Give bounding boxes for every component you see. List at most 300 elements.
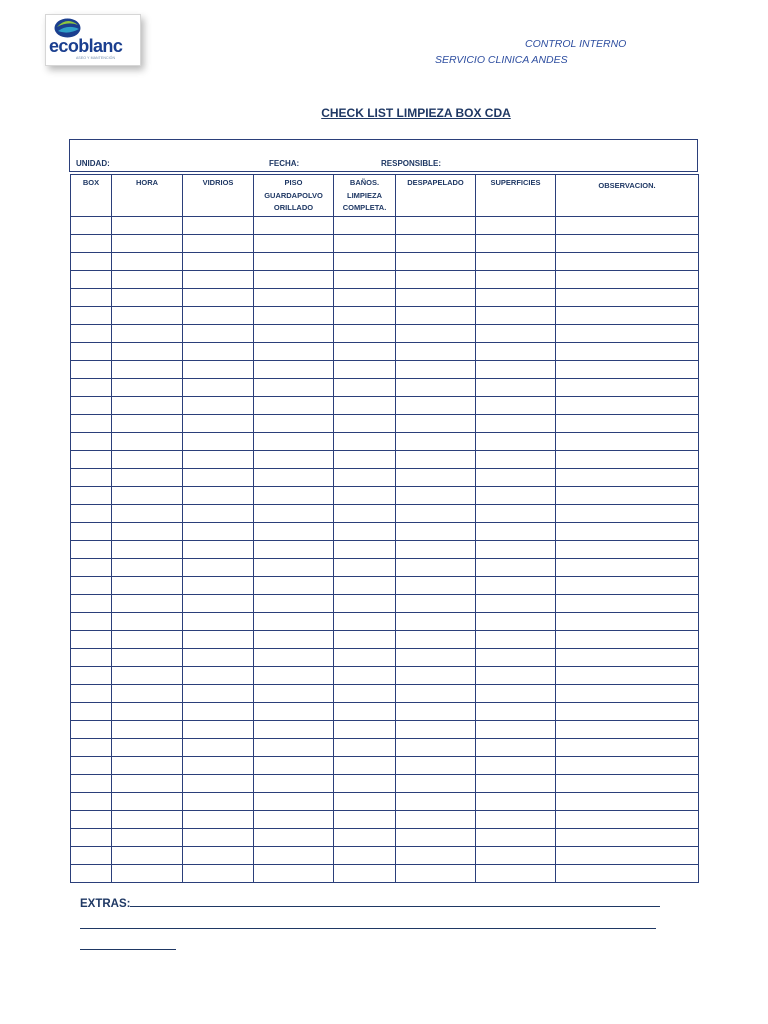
table-cell[interactable]	[476, 811, 556, 829]
table-cell[interactable]	[334, 451, 396, 469]
table-cell[interactable]	[183, 721, 254, 739]
table-cell[interactable]	[556, 361, 699, 379]
table-cell[interactable]	[254, 433, 334, 451]
table-cell[interactable]	[71, 379, 112, 397]
table-cell[interactable]	[112, 343, 183, 361]
table-cell[interactable]	[334, 487, 396, 505]
table-cell[interactable]	[112, 397, 183, 415]
table-cell[interactable]	[71, 487, 112, 505]
table-cell[interactable]	[396, 739, 476, 757]
table-cell[interactable]	[334, 325, 396, 343]
table-cell[interactable]	[396, 343, 476, 361]
table-cell[interactable]	[112, 289, 183, 307]
table-cell[interactable]	[556, 415, 699, 433]
table-cell[interactable]	[112, 775, 183, 793]
table-cell[interactable]	[476, 829, 556, 847]
table-cell[interactable]	[254, 631, 334, 649]
table-cell[interactable]	[476, 235, 556, 253]
table-cell[interactable]	[71, 667, 112, 685]
table-cell[interactable]	[556, 577, 699, 595]
table-cell[interactable]	[334, 793, 396, 811]
table-cell[interactable]	[183, 361, 254, 379]
table-cell[interactable]	[476, 739, 556, 757]
table-cell[interactable]	[71, 559, 112, 577]
table-cell[interactable]	[254, 307, 334, 325]
table-cell[interactable]	[254, 343, 334, 361]
table-cell[interactable]	[334, 271, 396, 289]
table-cell[interactable]	[71, 415, 112, 433]
table-cell[interactable]	[112, 865, 183, 883]
table-cell[interactable]	[476, 361, 556, 379]
table-cell[interactable]	[71, 271, 112, 289]
table-cell[interactable]	[254, 865, 334, 883]
table-cell[interactable]	[183, 433, 254, 451]
table-row	[71, 505, 699, 523]
table-cell[interactable]	[334, 343, 396, 361]
table-cell[interactable]	[334, 757, 396, 775]
table-cell[interactable]	[254, 217, 334, 235]
table-cell[interactable]	[556, 217, 699, 235]
table-cell[interactable]	[396, 577, 476, 595]
table-cell[interactable]	[476, 523, 556, 541]
table-cell[interactable]	[334, 469, 396, 487]
table-cell[interactable]	[183, 757, 254, 775]
table-cell[interactable]	[112, 217, 183, 235]
table-cell[interactable]	[112, 379, 183, 397]
table-cell[interactable]	[112, 739, 183, 757]
table-cell[interactable]	[183, 343, 254, 361]
table-cell[interactable]	[556, 307, 699, 325]
table-cell[interactable]	[112, 523, 183, 541]
table-cell[interactable]	[112, 757, 183, 775]
table-cell[interactable]	[254, 559, 334, 577]
table-cell[interactable]	[334, 217, 396, 235]
table-cell[interactable]	[71, 433, 112, 451]
table-cell[interactable]	[112, 451, 183, 469]
table-cell[interactable]	[183, 469, 254, 487]
table-cell[interactable]	[396, 811, 476, 829]
table-cell[interactable]	[183, 829, 254, 847]
table-cell[interactable]	[396, 685, 476, 703]
table-cell[interactable]	[183, 325, 254, 343]
table-cell[interactable]	[396, 595, 476, 613]
table-cell[interactable]	[476, 505, 556, 523]
table-cell[interactable]	[254, 415, 334, 433]
table-cell[interactable]	[396, 865, 476, 883]
table-cell[interactable]	[556, 613, 699, 631]
table-cell[interactable]	[71, 721, 112, 739]
table-cell[interactable]	[183, 379, 254, 397]
table-cell[interactable]	[254, 577, 334, 595]
table-cell[interactable]	[334, 703, 396, 721]
table-cell[interactable]	[396, 379, 476, 397]
table-cell[interactable]	[183, 289, 254, 307]
table-cell[interactable]	[183, 505, 254, 523]
table-cell[interactable]	[334, 847, 396, 865]
table-cell[interactable]	[254, 703, 334, 721]
table-cell[interactable]	[556, 847, 699, 865]
table-cell[interactable]	[112, 649, 183, 667]
table-cell[interactable]	[71, 217, 112, 235]
table-cell[interactable]	[71, 793, 112, 811]
table-cell[interactable]	[556, 289, 699, 307]
table-cell[interactable]	[396, 829, 476, 847]
table-cell[interactable]	[112, 361, 183, 379]
table-cell[interactable]	[71, 343, 112, 361]
table-cell[interactable]	[396, 469, 476, 487]
table-cell[interactable]	[112, 307, 183, 325]
table-cell[interactable]	[254, 487, 334, 505]
table-cell[interactable]	[112, 847, 183, 865]
table-cell[interactable]	[254, 667, 334, 685]
table-cell[interactable]	[396, 523, 476, 541]
table-cell[interactable]	[556, 739, 699, 757]
table-cell[interactable]	[556, 271, 699, 289]
table-cell[interactable]	[254, 505, 334, 523]
table-cell[interactable]	[183, 271, 254, 289]
table-cell[interactable]	[396, 505, 476, 523]
table-cell[interactable]	[254, 271, 334, 289]
table-cell[interactable]	[334, 307, 396, 325]
table-cell[interactable]	[112, 667, 183, 685]
table-cell[interactable]	[396, 541, 476, 559]
table-cell[interactable]	[254, 451, 334, 469]
table-cell[interactable]	[476, 379, 556, 397]
table-cell[interactable]	[556, 631, 699, 649]
table-cell[interactable]	[254, 469, 334, 487]
table-cell[interactable]	[556, 451, 699, 469]
table-cell[interactable]	[556, 397, 699, 415]
table-cell[interactable]	[71, 829, 112, 847]
table-cell[interactable]	[396, 307, 476, 325]
table-cell[interactable]	[71, 595, 112, 613]
table-cell[interactable]	[71, 289, 112, 307]
table-cell[interactable]	[476, 343, 556, 361]
table-cell[interactable]	[183, 451, 254, 469]
table-cell[interactable]	[334, 595, 396, 613]
table-cell[interactable]	[396, 757, 476, 775]
table-cell[interactable]	[556, 469, 699, 487]
table-cell[interactable]	[71, 541, 112, 559]
table-cell[interactable]	[556, 721, 699, 739]
table-cell[interactable]	[556, 793, 699, 811]
table-cell[interactable]	[396, 775, 476, 793]
table-cell[interactable]	[476, 577, 556, 595]
table-cell[interactable]	[71, 235, 112, 253]
table-cell[interactable]	[396, 631, 476, 649]
table-cell[interactable]	[254, 361, 334, 379]
table-cell[interactable]	[71, 613, 112, 631]
table-cell[interactable]	[476, 649, 556, 667]
table-cell[interactable]	[112, 703, 183, 721]
table-cell[interactable]	[183, 667, 254, 685]
table-cell[interactable]	[556, 811, 699, 829]
table-cell[interactable]	[183, 631, 254, 649]
table-cell[interactable]	[254, 721, 334, 739]
table-cell[interactable]	[396, 487, 476, 505]
table-cell[interactable]	[71, 523, 112, 541]
table-cell[interactable]	[254, 541, 334, 559]
table-cell[interactable]	[334, 829, 396, 847]
table-cell[interactable]	[476, 271, 556, 289]
table-cell[interactable]	[476, 253, 556, 271]
table-cell[interactable]	[334, 505, 396, 523]
table-cell[interactable]	[254, 829, 334, 847]
table-cell[interactable]	[396, 271, 476, 289]
table-cell[interactable]	[254, 325, 334, 343]
extras-underline-3[interactable]	[80, 939, 176, 950]
table-cell[interactable]	[254, 397, 334, 415]
table-cell[interactable]	[183, 793, 254, 811]
table-cell[interactable]	[112, 271, 183, 289]
table-cell[interactable]	[396, 217, 476, 235]
table-cell[interactable]	[112, 685, 183, 703]
table-cell[interactable]	[183, 397, 254, 415]
table-cell[interactable]	[112, 541, 183, 559]
table-cell[interactable]	[183, 703, 254, 721]
table-cell[interactable]	[396, 847, 476, 865]
table-cell[interactable]	[254, 595, 334, 613]
table-cell[interactable]	[556, 757, 699, 775]
table-cell[interactable]	[476, 667, 556, 685]
table-cell[interactable]	[556, 541, 699, 559]
table-cell[interactable]	[334, 739, 396, 757]
table-cell[interactable]	[183, 739, 254, 757]
table-cell[interactable]	[476, 559, 556, 577]
table-cell[interactable]	[476, 595, 556, 613]
table-cell[interactable]	[112, 721, 183, 739]
table-cell[interactable]	[476, 685, 556, 703]
table-cell[interactable]	[476, 397, 556, 415]
table-cell[interactable]	[334, 649, 396, 667]
table-cell[interactable]	[334, 775, 396, 793]
table-cell[interactable]	[183, 613, 254, 631]
table-cell[interactable]	[396, 397, 476, 415]
table-cell[interactable]	[254, 613, 334, 631]
table-cell[interactable]	[112, 631, 183, 649]
table-cell[interactable]	[112, 613, 183, 631]
table-cell[interactable]	[183, 649, 254, 667]
table-cell[interactable]	[476, 721, 556, 739]
table-cell[interactable]	[334, 433, 396, 451]
extras-underline-2[interactable]	[80, 918, 656, 929]
table-cell[interactable]	[254, 793, 334, 811]
table-cell[interactable]	[71, 325, 112, 343]
table-cell[interactable]	[71, 739, 112, 757]
table-cell[interactable]	[71, 397, 112, 415]
table-cell[interactable]	[71, 469, 112, 487]
table-cell[interactable]	[183, 415, 254, 433]
table-cell[interactable]	[112, 811, 183, 829]
table-cell[interactable]	[71, 649, 112, 667]
table-cell[interactable]	[334, 415, 396, 433]
table-cell[interactable]	[556, 703, 699, 721]
table-cell[interactable]	[71, 685, 112, 703]
table-cell[interactable]	[556, 559, 699, 577]
table-cell[interactable]	[476, 847, 556, 865]
table-cell[interactable]	[112, 469, 183, 487]
table-cell[interactable]	[334, 289, 396, 307]
table-cell[interactable]	[112, 433, 183, 451]
table-cell[interactable]	[476, 703, 556, 721]
table-cell[interactable]	[396, 433, 476, 451]
table-cell[interactable]	[556, 667, 699, 685]
table-cell[interactable]	[396, 559, 476, 577]
table-cell[interactable]	[396, 649, 476, 667]
table-cell[interactable]	[183, 253, 254, 271]
table-cell[interactable]	[254, 739, 334, 757]
table-cell[interactable]	[396, 325, 476, 343]
table-cell[interactable]	[476, 415, 556, 433]
table-cell[interactable]	[556, 685, 699, 703]
table-cell[interactable]	[334, 613, 396, 631]
table-cell[interactable]	[396, 793, 476, 811]
table-cell[interactable]	[334, 523, 396, 541]
table-cell[interactable]	[556, 829, 699, 847]
table-cell[interactable]	[334, 541, 396, 559]
table-cell[interactable]	[71, 451, 112, 469]
table-cell[interactable]	[71, 865, 112, 883]
table-cell[interactable]	[183, 865, 254, 883]
table-cell[interactable]	[112, 235, 183, 253]
table-cell[interactable]	[396, 721, 476, 739]
table-cell[interactable]	[183, 577, 254, 595]
table-cell[interactable]	[476, 775, 556, 793]
table-cell[interactable]	[334, 235, 396, 253]
table-cell[interactable]	[396, 703, 476, 721]
table-cell[interactable]	[396, 613, 476, 631]
table-cell[interactable]	[183, 541, 254, 559]
table-cell[interactable]	[334, 865, 396, 883]
table-cell[interactable]	[254, 757, 334, 775]
table-cell[interactable]	[476, 631, 556, 649]
table-cell[interactable]	[112, 505, 183, 523]
table-cell[interactable]	[183, 775, 254, 793]
table-cell[interactable]	[254, 811, 334, 829]
table-cell[interactable]	[476, 433, 556, 451]
table-cell[interactable]	[396, 361, 476, 379]
table-cell[interactable]	[476, 451, 556, 469]
table-cell[interactable]	[254, 649, 334, 667]
table-cell[interactable]	[476, 289, 556, 307]
table-cell[interactable]	[334, 811, 396, 829]
table-cell[interactable]	[71, 361, 112, 379]
table-cell[interactable]	[71, 307, 112, 325]
table-cell[interactable]	[112, 253, 183, 271]
table-cell[interactable]	[556, 433, 699, 451]
table-cell[interactable]	[556, 595, 699, 613]
table-cell[interactable]	[254, 253, 334, 271]
table-cell[interactable]	[476, 793, 556, 811]
table-cell[interactable]	[556, 253, 699, 271]
table-cell[interactable]	[556, 379, 699, 397]
table-cell[interactable]	[254, 523, 334, 541]
table-cell[interactable]	[556, 523, 699, 541]
table-cell[interactable]	[556, 343, 699, 361]
table-cell[interactable]	[476, 217, 556, 235]
table-cell[interactable]	[556, 325, 699, 343]
table-cell[interactable]	[71, 811, 112, 829]
table-cell[interactable]	[254, 289, 334, 307]
table-cell[interactable]	[254, 775, 334, 793]
table-cell[interactable]	[396, 289, 476, 307]
table-cell[interactable]	[112, 577, 183, 595]
table-cell[interactable]	[556, 487, 699, 505]
table-cell[interactable]	[183, 307, 254, 325]
table-cell[interactable]	[183, 559, 254, 577]
table-cell[interactable]	[71, 505, 112, 523]
table-cell[interactable]	[556, 775, 699, 793]
table-cell[interactable]	[334, 631, 396, 649]
table-cell[interactable]	[476, 865, 556, 883]
table-cell[interactable]	[112, 487, 183, 505]
table-cell[interactable]	[396, 451, 476, 469]
table-cell[interactable]	[254, 685, 334, 703]
table-cell[interactable]	[71, 757, 112, 775]
table-cell[interactable]	[334, 379, 396, 397]
table-cell[interactable]	[71, 703, 112, 721]
table-cell[interactable]	[183, 847, 254, 865]
table-cell[interactable]	[71, 775, 112, 793]
table-cell[interactable]	[334, 667, 396, 685]
table-cell[interactable]	[396, 667, 476, 685]
table-cell[interactable]	[183, 523, 254, 541]
table-cell[interactable]	[334, 397, 396, 415]
table-cell[interactable]	[112, 559, 183, 577]
table-cell[interactable]	[556, 649, 699, 667]
table-cell[interactable]	[334, 559, 396, 577]
table-cell[interactable]	[334, 253, 396, 271]
table-cell[interactable]	[556, 505, 699, 523]
table-cell[interactable]	[476, 307, 556, 325]
table-cell[interactable]	[476, 757, 556, 775]
table-cell[interactable]	[71, 847, 112, 865]
table-cell[interactable]	[334, 577, 396, 595]
table-cell[interactable]	[556, 235, 699, 253]
table-cell[interactable]	[334, 685, 396, 703]
table-cell[interactable]	[183, 685, 254, 703]
table-cell[interactable]	[476, 469, 556, 487]
table-cell[interactable]	[183, 235, 254, 253]
table-cell[interactable]	[254, 379, 334, 397]
table-cell[interactable]	[396, 415, 476, 433]
table-cell[interactable]	[112, 793, 183, 811]
table-cell[interactable]	[396, 253, 476, 271]
table-cell[interactable]	[71, 631, 112, 649]
table-cell[interactable]	[112, 595, 183, 613]
extras-underline-1[interactable]	[130, 896, 660, 907]
table-cell[interactable]	[334, 361, 396, 379]
table-cell[interactable]	[183, 811, 254, 829]
table-cell[interactable]	[71, 253, 112, 271]
table-cell[interactable]	[254, 235, 334, 253]
table-cell[interactable]	[254, 847, 334, 865]
table-cell[interactable]	[71, 577, 112, 595]
table-cell[interactable]	[183, 595, 254, 613]
table-cell[interactable]	[112, 415, 183, 433]
table-cell[interactable]	[183, 217, 254, 235]
table-cell[interactable]	[476, 325, 556, 343]
table-cell[interactable]	[334, 721, 396, 739]
table-cell[interactable]	[556, 865, 699, 883]
table-cell[interactable]	[183, 487, 254, 505]
table-cell[interactable]	[476, 613, 556, 631]
table-cell[interactable]	[112, 829, 183, 847]
table-cell[interactable]	[112, 325, 183, 343]
table-cell[interactable]	[396, 235, 476, 253]
table-cell[interactable]	[476, 541, 556, 559]
table-cell[interactable]	[476, 487, 556, 505]
